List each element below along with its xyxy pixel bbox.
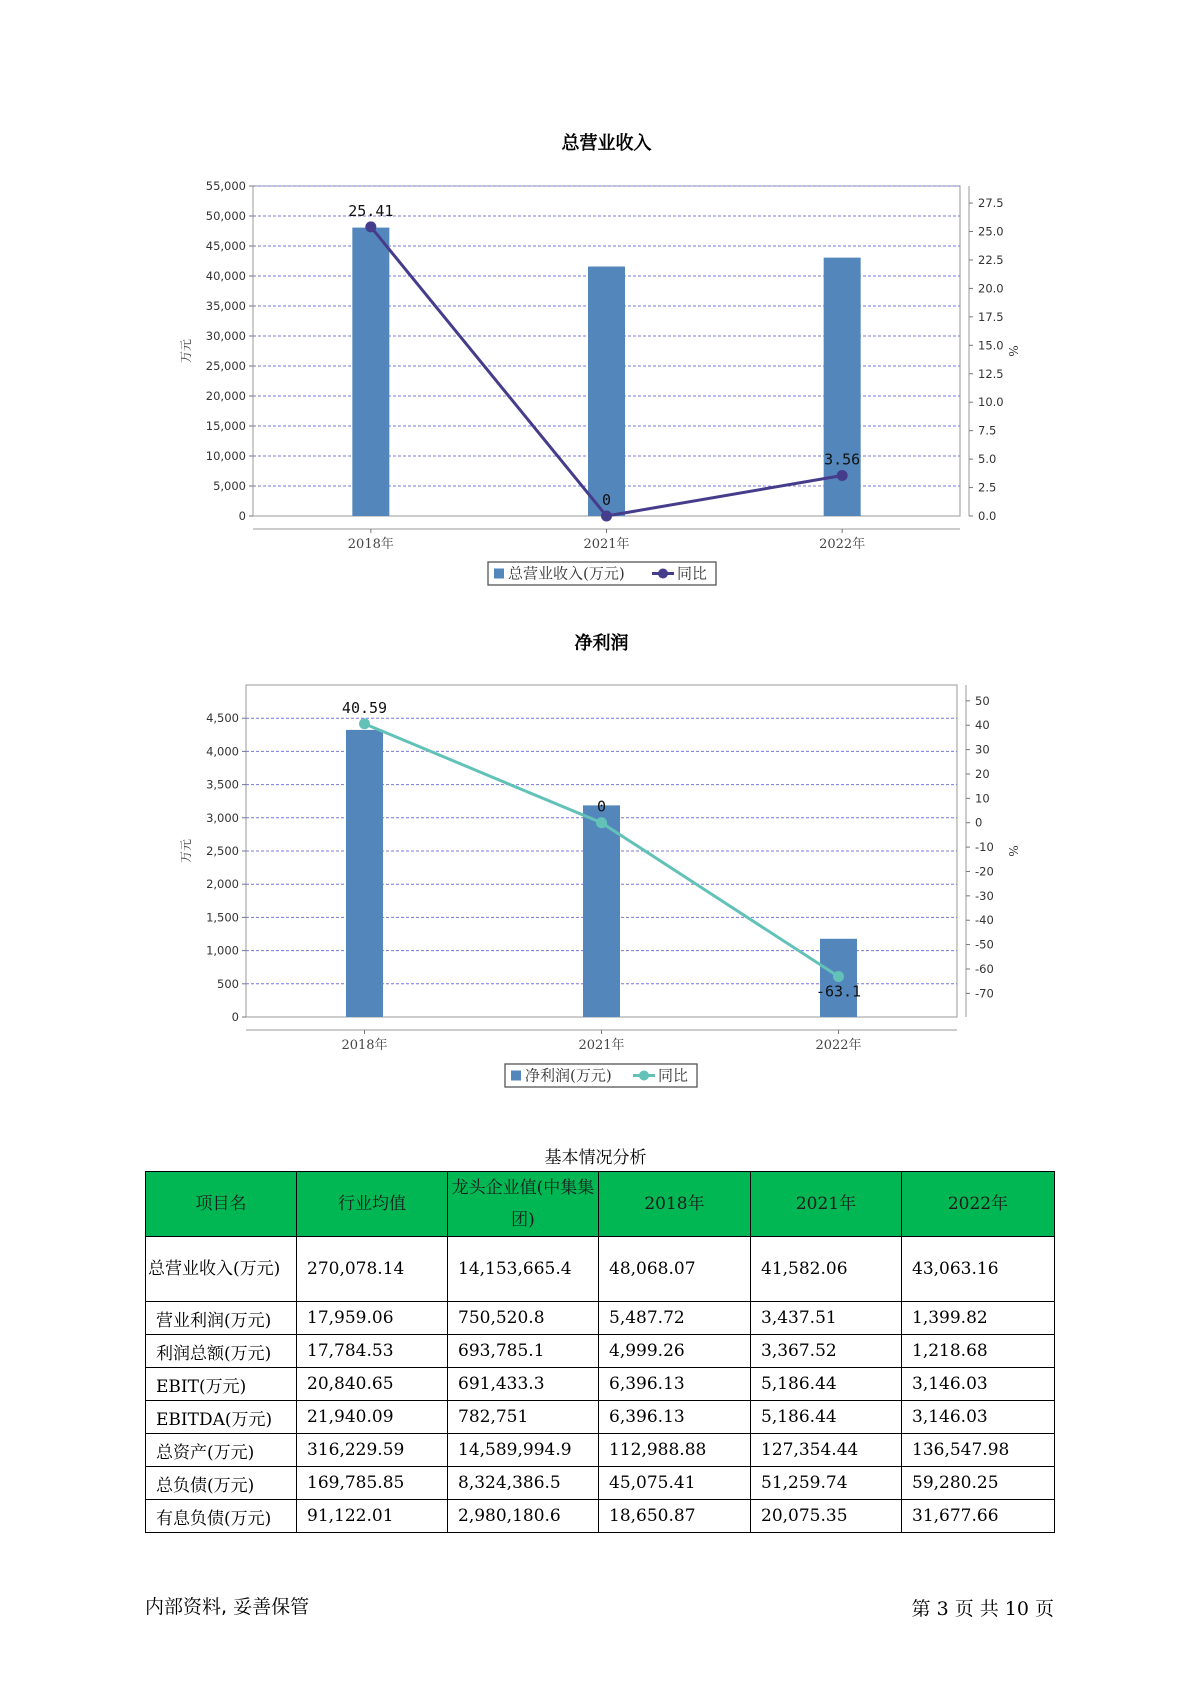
right-tick-label: -30	[975, 888, 994, 903]
header-leader-value: 龙头企业值(中集集团)	[448, 1172, 599, 1237]
yoy-point	[837, 470, 848, 481]
right-tick-label: 20.0	[978, 281, 1004, 296]
chart-legend	[505, 1064, 697, 1087]
table-row	[146, 1302, 1055, 1335]
legend-bar-label: 总营业收入(万元)	[508, 564, 625, 583]
right-tick-label: 10.0	[978, 395, 1004, 410]
footer-confidential-note: 内部资料, 妥善保管	[145, 1596, 310, 1618]
value-cell: 41,582.06	[751, 1237, 902, 1302]
y-tick-label: 35,000	[205, 299, 246, 313]
header-2022: 2022年	[902, 1172, 1055, 1237]
value-cell: 3,367.52	[751, 1335, 902, 1368]
table-caption: 基本情况分析	[544, 1148, 647, 1168]
y-tick-label: 40,000	[205, 269, 246, 283]
y-tick-label: 30,000	[205, 329, 246, 343]
value-cell: 136,547.98	[902, 1434, 1055, 1467]
y-tick-label: 1,500	[206, 910, 239, 925]
yoy-point	[601, 511, 612, 522]
right-tick-label: 0.0	[978, 509, 997, 523]
value-cell: 3,146.03	[902, 1368, 1055, 1401]
header-item-name: 项目名	[146, 1172, 297, 1237]
bar	[583, 805, 620, 1017]
yoy-data-label: 25.41	[348, 201, 394, 220]
left-axis-title: 万元	[179, 338, 193, 364]
right-tick-label: 17.5	[978, 309, 1004, 324]
value-cell: 43,063.16	[902, 1237, 1055, 1302]
x-tick-label: 2018年	[347, 537, 394, 552]
legend-point-swatch	[639, 1071, 649, 1081]
right-tick-label: -70	[975, 986, 994, 1001]
yoy-point	[359, 718, 370, 729]
chart-title: 总营业收入	[561, 133, 652, 154]
right-tick-label: 22.5	[978, 252, 1004, 267]
y-tick-label: 4,000	[206, 744, 239, 759]
x-tick-label: 2018年	[341, 1038, 388, 1053]
legend-bar-swatch	[511, 1071, 521, 1081]
left-axis-title: 万元	[179, 838, 193, 864]
value-cell: 1,399.82	[902, 1302, 1055, 1335]
value-cell: 17,959.06	[297, 1302, 448, 1335]
value-cell: 691,433.3	[448, 1368, 599, 1401]
yoy-data-label: 0	[596, 797, 607, 816]
value-cell: 14,589,994.9	[448, 1434, 599, 1467]
right-tick-label: 30	[975, 742, 990, 757]
table-row	[146, 1500, 1055, 1533]
legend-line-label: 同比	[658, 1066, 689, 1085]
table-row	[146, 1237, 1055, 1302]
y-tick-label: 3,000	[206, 810, 239, 825]
header-2021: 2021年	[751, 1172, 902, 1237]
value-cell: 782,751	[448, 1401, 599, 1434]
net-profit-chart	[179, 632, 1020, 1087]
value-cell: 6,396.13	[599, 1401, 751, 1434]
right-tick-label: 25.0	[978, 224, 1004, 239]
value-cell: 169,785.85	[297, 1467, 448, 1500]
y-tick-label: 1,000	[206, 943, 239, 958]
row-label-cell: EBIT(万元)	[146, 1368, 297, 1401]
y-tick-label: 20,000	[205, 389, 246, 403]
value-cell: 18,650.87	[599, 1500, 751, 1533]
basic-analysis-table	[145, 1171, 1055, 1533]
y-tick-label: 0	[231, 1010, 239, 1024]
legend-bar-label: 净利润(万元)	[525, 1066, 612, 1085]
right-tick-label: -60	[975, 961, 994, 976]
x-tick-label: 2022年	[815, 1038, 862, 1053]
value-cell: 5,186.44	[751, 1368, 902, 1401]
revenue-chart	[179, 132, 1020, 585]
y-tick-label: 45,000	[205, 239, 246, 253]
yoy-data-label: -63.1	[815, 982, 862, 1001]
x-tick-label: 2021年	[583, 537, 630, 552]
y-tick-label: 5,000	[213, 479, 246, 493]
row-label-cell: 总资产(万元)	[146, 1434, 297, 1467]
value-cell: 6,396.13	[599, 1368, 751, 1401]
right-tick-label: -10	[975, 840, 994, 855]
yoy-data-label: 40.59	[341, 698, 388, 717]
value-cell: 8,324,386.5	[448, 1467, 599, 1500]
right-tick-label: 0	[975, 815, 983, 830]
y-tick-label: 10,000	[205, 449, 246, 463]
header-industry-average: 行业均值	[297, 1172, 448, 1237]
x-tick-label: 2021年	[578, 1038, 625, 1053]
value-cell: 21,940.09	[297, 1401, 448, 1434]
table-header-row	[146, 1172, 1055, 1237]
right-tick-label: -40	[975, 913, 994, 928]
bar	[346, 730, 383, 1017]
y-tick-label: 4,500	[206, 711, 239, 726]
value-cell: 693,785.1	[448, 1335, 599, 1368]
value-cell: 14,153,665.4	[448, 1237, 599, 1302]
bar	[352, 228, 389, 516]
right-tick-label: -20	[975, 864, 994, 879]
yoy-data-label: 0	[601, 491, 612, 509]
chart-title: 净利润	[574, 633, 629, 654]
right-tick-label: 40	[975, 718, 990, 733]
legend-line-label: 同比	[677, 564, 708, 583]
value-cell: 112,988.88	[599, 1434, 751, 1467]
value-cell: 20,840.65	[297, 1368, 448, 1401]
value-cell: 20,075.35	[751, 1500, 902, 1533]
y-tick-label: 25,000	[205, 359, 246, 373]
right-axis-title: %	[1006, 345, 1020, 357]
table-row	[146, 1401, 1055, 1434]
table-row	[146, 1434, 1055, 1467]
value-cell: 3,437.51	[751, 1302, 902, 1335]
right-tick-label: 12.5	[978, 366, 1004, 381]
row-label-cell: 利润总额(万元)	[146, 1335, 297, 1368]
x-tick-label: 2022年	[819, 537, 866, 552]
y-tick-label: 3,500	[206, 777, 239, 792]
bar	[588, 267, 625, 516]
value-cell: 270,078.14	[297, 1237, 448, 1302]
y-tick-label: 500	[217, 976, 239, 991]
value-cell: 2,980,180.6	[448, 1500, 599, 1533]
y-tick-label: 15,000	[205, 419, 246, 433]
yoy-data-label: 3.56	[824, 450, 861, 469]
value-cell: 51,259.74	[751, 1467, 902, 1500]
value-cell: 1,218.68	[902, 1335, 1055, 1368]
value-cell: 59,280.25	[902, 1467, 1055, 1500]
row-label-cell: EBITDA(万元)	[146, 1401, 297, 1434]
header-2018: 2018年	[599, 1172, 751, 1237]
table-row	[146, 1368, 1055, 1401]
value-cell: 127,354.44	[751, 1434, 902, 1467]
right-tick-label: 2.5	[978, 480, 997, 495]
row-label-cell: 总负债(万元)	[146, 1467, 297, 1500]
value-cell: 48,068.07	[599, 1237, 751, 1302]
value-cell: 4,999.26	[599, 1335, 751, 1368]
value-cell: 5,186.44	[751, 1401, 902, 1434]
y-tick-label: 0	[238, 509, 246, 523]
value-cell: 91,122.01	[297, 1500, 448, 1533]
right-tick-label: 27.5	[978, 196, 1004, 211]
legend-point-swatch	[658, 569, 668, 579]
right-tick-label: 7.5	[978, 423, 997, 438]
right-axis-title: %	[1006, 845, 1020, 857]
table-row	[146, 1467, 1055, 1500]
y-tick-label: 50,000	[205, 209, 246, 223]
yoy-point	[365, 221, 376, 232]
value-cell: 750,520.8	[448, 1302, 599, 1335]
right-tick-label: 5.0	[978, 452, 997, 467]
right-tick-label: 15.0	[978, 338, 1004, 353]
row-label-cell: 总营业收入(万元)	[146, 1237, 297, 1302]
right-tick-label: -50	[975, 937, 994, 952]
value-cell: 45,075.41	[599, 1467, 751, 1500]
right-tick-label: 20	[975, 766, 990, 781]
row-label-cell: 营业利润(万元)	[146, 1302, 297, 1335]
chart-legend	[488, 562, 716, 585]
y-tick-label: 2,500	[206, 844, 239, 858]
value-cell: 316,229.59	[297, 1434, 448, 1467]
value-cell: 3,146.03	[902, 1401, 1055, 1434]
right-tick-label: 50	[975, 693, 990, 708]
value-cell: 31,677.66	[902, 1500, 1055, 1533]
right-tick-label: 10	[975, 791, 990, 806]
y-tick-label: 55,000	[205, 179, 246, 193]
yoy-point	[596, 817, 607, 828]
yoy-point	[833, 971, 844, 982]
table-row	[146, 1335, 1055, 1368]
y-tick-label: 2,000	[206, 877, 239, 892]
footer-page-number: 第 3 页 共 10 页	[911, 1598, 1054, 1620]
value-cell: 5,487.72	[599, 1302, 751, 1335]
value-cell: 17,784.53	[297, 1335, 448, 1368]
legend-bar-swatch	[494, 569, 504, 579]
row-label-cell: 有息负债(万元)	[146, 1500, 297, 1533]
